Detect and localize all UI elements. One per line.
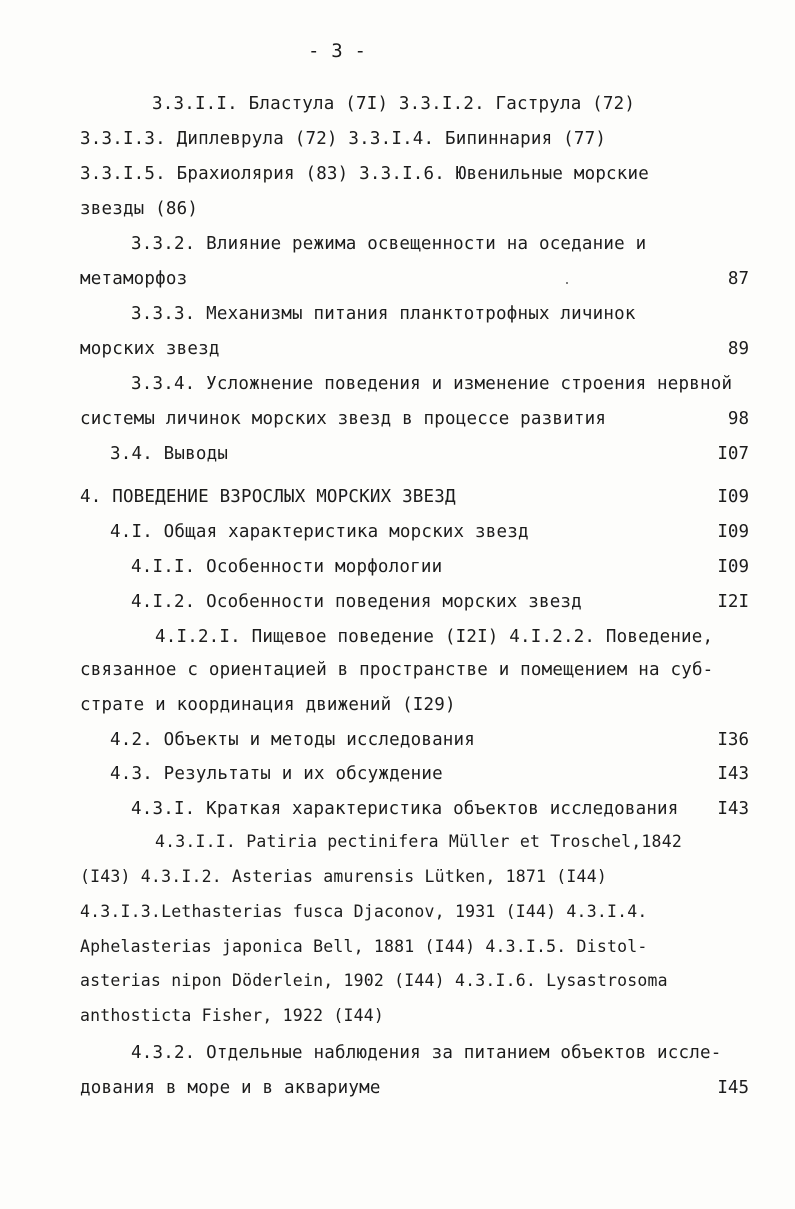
toc-line: 4.3.2. Отдельные наблюдения за питанием объектов иссле- bbox=[131, 1043, 722, 1063]
toc-line: 3.3.3. Механизмы питания планктотрофных личинок bbox=[131, 304, 636, 324]
toc-line: 3.3.4. Усложнение поведения и изменение строения нервной bbox=[131, 374, 733, 394]
toc-line: asterias nipon Döderlein, 1902 (I44) 4.3.I.6. Lysastrosoma bbox=[80, 971, 668, 990]
toc-page-number: I09 bbox=[717, 557, 749, 577]
toc-page-number: I36 bbox=[717, 730, 749, 750]
toc-page-number: I09 bbox=[717, 487, 749, 507]
toc-page-number: I2I bbox=[717, 592, 749, 612]
toc-line: системы личинок морских звезд в процессе развития bbox=[80, 409, 607, 429]
speck-mark bbox=[566, 282, 568, 284]
toc-line: 3.4. Выводы bbox=[110, 444, 229, 464]
toc-line: 4.3.I.3.Lethasterias fusca Djaconov, 1931 (I44) 4.3.I.4. bbox=[80, 902, 648, 921]
toc-line: anthosticta Fisher, 1922 (I44) bbox=[80, 1006, 385, 1025]
toc-line: 3.3.I.5. Брахиолярия (83) 3.3.I.6. Ювенильные морские bbox=[80, 164, 650, 184]
toc-line: Aphelasterias japonica Bell, 1881 (I44) 4.3.I.5. Distol- bbox=[80, 937, 648, 956]
toc-page-number: I43 bbox=[717, 764, 749, 784]
toc-line: (I43) 4.3.I.2. Asterias amurensis Lütken, 1871 (I44) bbox=[80, 867, 607, 886]
toc-line: 3.3.2. Влияние режима освещенности на оседание и bbox=[131, 234, 647, 254]
toc-line: морских звезд bbox=[80, 339, 220, 359]
toc-line: 3.3.I.I. Бластула (7I) 3.3.I.2. Гаструла (72) bbox=[152, 94, 636, 114]
toc-page-number: I43 bbox=[717, 799, 749, 819]
toc-page-number: 98 bbox=[727, 409, 749, 429]
toc-page-number: I07 bbox=[717, 444, 749, 464]
toc-line: страте и координация движений (I29) bbox=[80, 695, 456, 715]
toc-line: 3.3.I.3. Диплеврула (72) 3.3.I.4. Бипиннария (77) bbox=[80, 129, 607, 149]
toc-page-number: I45 bbox=[717, 1078, 749, 1098]
toc-line: 4.3.I.I. Patiria pectinifera Müller et Troschel,1842 bbox=[155, 832, 682, 851]
toc-line: 4.I.I. Особенности морфологии bbox=[131, 557, 443, 577]
toc-chapter-heading: 4. ПОВЕДЕНИЕ ВЗРОСЛЫХ МОРСКИХ ЗВЕЗД bbox=[80, 487, 456, 507]
page-number: - 3 - bbox=[308, 40, 367, 62]
toc-page-number: I09 bbox=[717, 522, 749, 542]
toc-line: 4.2. Объекты и методы исследования bbox=[110, 730, 476, 750]
toc-line: связанное с ориентацией в пространстве и помещением на суб- bbox=[80, 660, 714, 680]
toc-line: 4.I. Общая характеристика морских звезд bbox=[110, 522, 529, 542]
toc-line: 4.I.2. Особенности поведения морских звезд bbox=[131, 592, 582, 612]
toc-page-number: 89 bbox=[727, 339, 749, 359]
toc-line: метаморфоз bbox=[80, 269, 188, 289]
toc-line: дования в море и в аквариуме bbox=[80, 1078, 381, 1098]
toc-line: 4.I.2.I. Пищевое поведение (I2I) 4.I.2.2. Поведение, bbox=[155, 627, 714, 647]
toc-page-number: 87 bbox=[727, 269, 749, 289]
toc-line: звезды (86) bbox=[80, 199, 199, 219]
toc-line: 4.3. Результаты и их обсуждение bbox=[110, 764, 443, 784]
toc-line: 4.3.I. Краткая характеристика объектов исследования bbox=[131, 799, 679, 819]
